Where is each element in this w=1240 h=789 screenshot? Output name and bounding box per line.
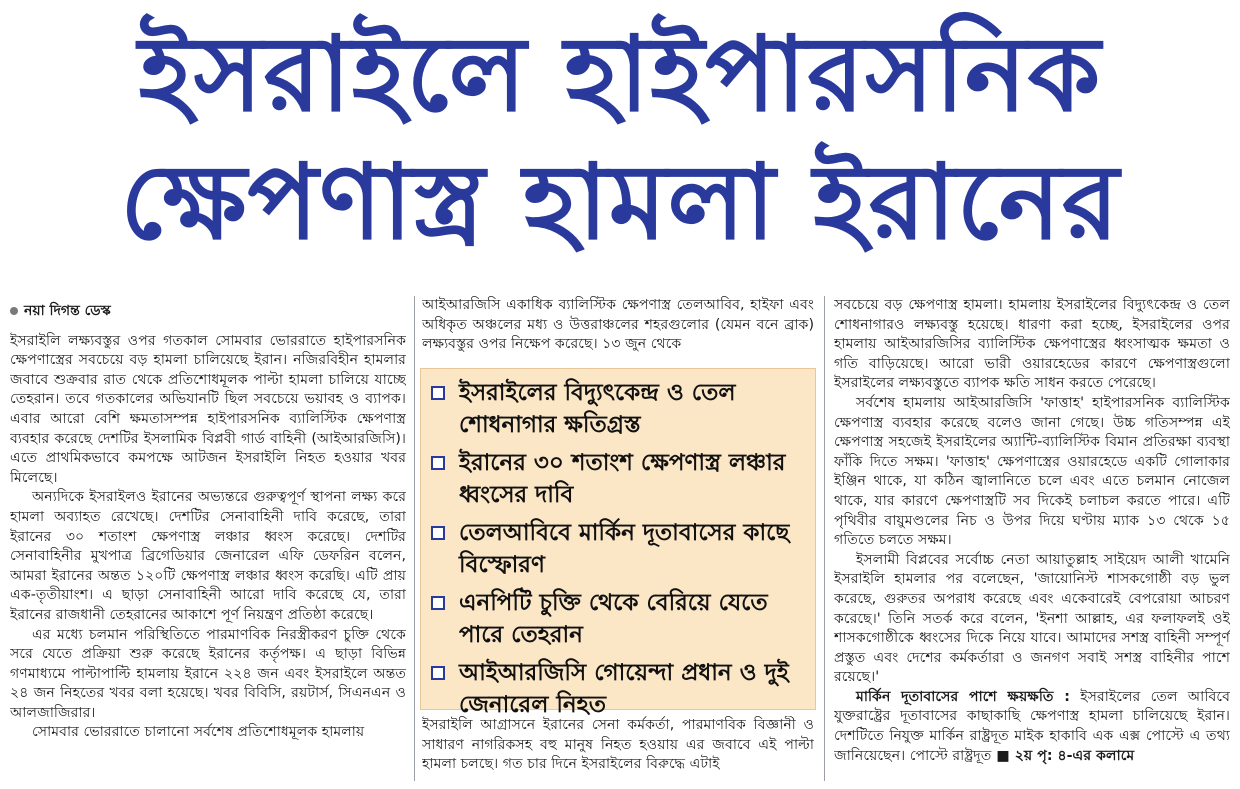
paragraph: সবচেয়ে বড় ক্ষেপণাস্ত্র হামলা। হামলায় ইসরাইলের বিদ্যুৎকেন্দ্র ও তেল শোধনাগারও লক্ষ্যবস্তু হয়েছে। ধারণা করা হচ্ছে, ইসরাইলের ওপর হামলায় আইআরজিসির ব্যালিস্টিক ক্ষেপণাস্ত্রের ধ্বংসাত্মক ক্ষমতা ও গতি বাড়িয়েছে। আরো ভারী ওয়ারহেডের কারণে ক্ষেপণাস্ত্রগুলো ইসরাইলের লক্ষ্যবস্তুতে ব্যাপক ক্ষতি সাধন করতে পেরেছে।: [834, 297, 1230, 392]
byline: [10, 302, 406, 322]
paragraph: ইসলামী বিপ্লবের সর্বোচ্চ নেতা আয়াতুল্লাহ সাইয়েদ আলী খামেনি ইসরাইলি হামলার পর বলেছেন, 'জায়োনিস্ট শাসকগোষ্ঠী বড় ভুল করেছে, গুরুতর অপরাধ করেছে এবং একেবারেই বেপরোয়া আচরণ করেছে।' তিনি সতর্ক করে বলেন, 'ইনশা আল্লাহ, এর ফলাফলই ওই শাসকগোষ্ঠীকে ধ্বংসের দিকে নিয়ে যাবে। আমাদের সশস্ত্র বাহিনী সম্পূর্ণ প্রস্তুত এবং দেশের কর্মকর্তারা ও জনগণ সবাই সশস্ত্র বাহিনীর পাশে রয়েছে।': [834, 551, 1230, 686]
byline-text: নয়া দিগন্ত ডেস্ক: [24, 303, 111, 319]
article-column-3: [834, 296, 1230, 783]
paragraph: ইসরাইলি আগ্রাসনে ইরানের সেনা কর্মকর্তা, পারমাণবিক বিজ্ঞানী ও সাধারণ নাগরিকসহ বহু মানুষ নিহত হওয়ায় এর জবাবে এই পাল্টা হামলা চলছে। গত চার দিনে ইসরাইলের বিরুদ্ধে এটাই: [422, 717, 814, 773]
highlight-item: [431, 587, 803, 651]
continue-link[interactable]: ■ ২য় পৃ: ৪-এর কলামে: [996, 747, 1135, 764]
paragraph: [834, 688, 1230, 766]
article-column-2-bottom: [422, 716, 814, 783]
paragraph: ইসরাইলি লক্ষ্যবস্তুর ওপর গতকাল সোমবার ভোররাতে হাইপারসনিক ক্ষেপণাস্ত্রের সবচেয়ে বড় হামলা চালিয়েছে ইরান। নজিরবিহীন হামলার জবাবে শুক্রবার রাত থেকে প্রতিশোধমূলক পাল্টা হামলা চালিয়ে যাচ্ছে তেহরান। তবে গতকালের অভিযানটি ছিল সবচেয়ে ভয়াবহ ও ব্যাপক। এবার আরো বেশি ক্ষমতাসম্পন্ন হাইপারসনিক ব্যালিস্টিক ক্ষেপণাস্ত্র ব্যবহার করেছে দেশটির ইসলামিক বিপ্লবী গার্ড বাহিনী (আইআরজিসি)। এতে প্রাথমিকভাবে কমপক্ষে আটজন ইসরাইলি নিহত হওয়ার খবর মিলেছে।: [10, 332, 406, 486]
checkbox-icon: [431, 666, 445, 680]
paragraph: সোমবার ভোররাতে চালানো সর্বশেষ প্রতিশোধমূলক হামলায়: [32, 724, 365, 741]
bullet-icon: [10, 307, 18, 315]
checkbox-icon: [431, 456, 445, 470]
highlight-text: তেলআবিবে মার্কিন দূতাবাসের কাছে বিস্ফোরণ: [459, 520, 790, 578]
highlight-text: আইআরজিসি গোয়েন্দা প্রধান ও দুই জেনারেল নিহত: [459, 660, 789, 718]
checkbox-icon: [431, 386, 445, 400]
article-column-1: [10, 296, 406, 783]
highlight-item: [431, 447, 803, 511]
paragraph: সর্বশেষ হামলায় আইআরজিসি 'ফাত্তাহ' হাইপারসনিক ব্যালিস্টিক ক্ষেপণাস্ত্র ব্যবহার করেছে বলেও জানা গেছে। উচ্চ গতিসম্পন্ন এই ক্ষেপণাস্ত্র সহজেই ইসরাইলের অ্যান্টি-ব্যালিস্টিক বিমান প্রতিরক্ষা ব্যবস্থা ফাঁকি দিতে সক্ষম। 'ফাত্তাহ' ক্ষেপণাস্ত্রের ওয়ারহেডে একটি গোলাকার ইঞ্জিন থাকে, যা কঠিন জ্বালানিতে চলে এবং এতে চলমান নোজেল থাকে, যার কারণে ক্ষেপণাস্ত্রটি সব দিকেই চলাচল করতে পারে। এটি পৃথিবীর বায়ুমণ্ডলের নিচ ও উপর দিয়ে ঘণ্টায় ম্যাক ১৩ থেকে ১৫ গতিতে চলতে সক্ষম।: [834, 394, 1230, 549]
subheading: মার্কিন দূতাবাসের পাশে ক্ষয়ক্ষতি :: [856, 688, 1070, 705]
highlight-item: [431, 377, 803, 441]
paragraph: অন্যদিকে ইসরাইলও ইরানের অভ্যন্তরে গুরুত্বপূর্ণ স্থাপনা লক্ষ্য করে হামলা অব্যাহত রেখেছে। দেশটির সেনাবাহিনী দাবি করেছে, তারা ইরানের ৩০ শতাংশ ক্ষেপণাস্ত্র লঞ্চার ধ্বংস করেছে। দেশটির সেনাবাহিনীর মুখপাত্র ব্রিগেডিয়ার জেনারেল এফি ডেফরিন বলেন, আমরা ইরানের অন্তত ১২০টি ক্ষেপণাস্ত্র লঞ্চার ধ্বংস করেছি। এটি প্রায় এক-তৃতীয়াংশ। এ ছাড়া সেনাবাহিনী আরো দাবি করেছে যে, তারা ইরানের রাজধানী তেহরানের আকাশে পূর্ণ নিয়ন্ত্রণ প্রতিষ্ঠা করেছে।: [10, 489, 406, 623]
highlight-text: ইরানের ৩০ শতাংশ ক্ষেপণাস্ত্র লঞ্চার ধ্বংসের দাবি: [459, 450, 786, 508]
column-divider: [414, 296, 415, 781]
highlight-text: এনপিটি চুক্তি থেকে বেরিয়ে যেতে পারে তেহরান: [459, 590, 768, 648]
highlight-item: [431, 517, 803, 581]
headline-line-1: ইসরাইলে হাইপারসনিক: [138, 13, 1102, 135]
highlight-text: ইসরাইলের বিদ্যুৎকেন্দ্র ও তেল শোধনাগার ক্ষতিগ্রস্ত: [459, 380, 736, 438]
highlights-box: [420, 368, 816, 718]
headline-line-2: ক্ষেপণাস্ত্র হামলা ইরানের: [120, 141, 1120, 263]
column-divider: [824, 296, 825, 781]
highlight-item: [431, 657, 803, 721]
checkbox-icon: [431, 596, 445, 610]
paragraph: এর মধ্যে চলমান পরিস্থিতিতে পারমাণবিক নিরস্ত্রীকরণ চুক্তি থেকে সরে যেতে প্রক্রিয়া শুরু করেছে ইরানের কর্তৃপক্ষ। এ ছাড়া বিভিন্ন গণমাধ্যমে পাল্টাপাল্টি হামলায় ইরানে ২২৪ জন এবং ইসরাইলে অন্তত ২৪ জন নিহতের খবর বলা হয়েছে। খবর বিবিসি, রয়টার্স, সিএনএন ও আলজাজিরার।: [10, 626, 406, 721]
paragraph: আইআরজিসি একাধিক ব্যালিস্টিক ক্ষেপণাস্ত্র তেলআবিব, হাইফা এবং অধিকৃত অঞ্চলের মধ্য ও উত্তরাঞ্চলের শহরগুলোর (যেমন বনে ব্রাক) লক্ষ্যবস্তুর ওপর নিক্ষেপ করেছে। ১৩ জুন থেকে: [422, 297, 814, 353]
subheading-text: ইসরাইলের তেল আবিবে যুক্তরাষ্ট্রের দূতাবাসের কাছাকাছি ক্ষেপণাস্ত্র হামলা চালিয়েছে ইরান। দেশটিতে নিযুক্ত মার্কিন রাষ্ট্রদূত মাইক হাকাবি এক এক্স পোস্টে এ তথ্য জানিয়েছেন। পোস্টে রাষ্ট্রদূত: [834, 688, 1230, 764]
checkbox-icon: [431, 526, 445, 540]
